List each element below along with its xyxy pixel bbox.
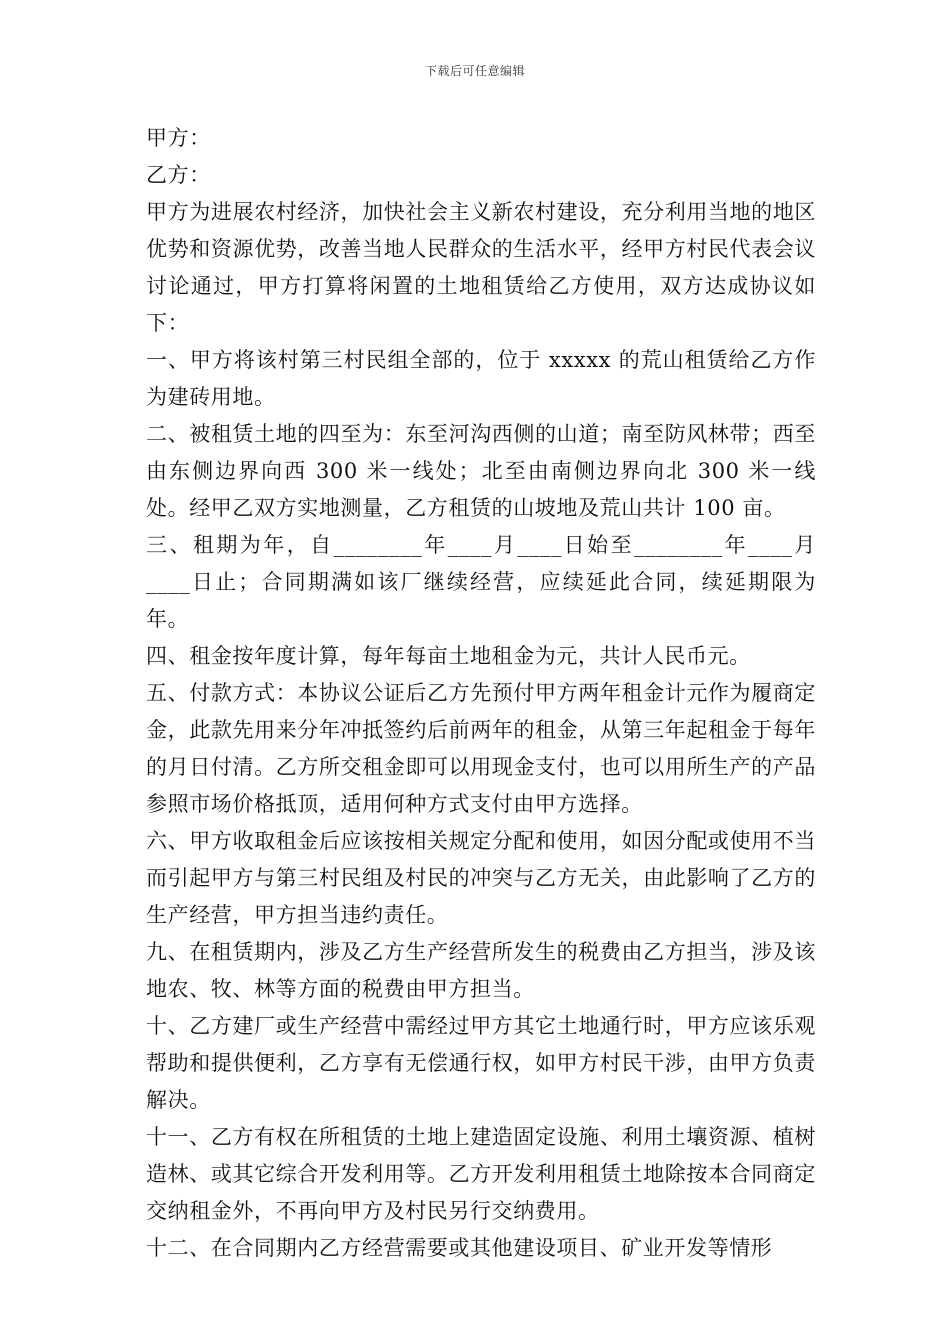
clause-3: 三、租期为年，自________年____月____日始至________年____月____日止；合同期满如该厂继续经营，应续延此合同，续延期限为年。 <box>146 533 816 631</box>
party-b-label: 乙方： <box>146 163 211 187</box>
clause-2: 二、被租赁土地的四至为：东至河沟西侧的山道；南至防风林带；西至由东侧边界向西 300 米一线处；北至由南侧边界向北 300 米一线处。经甲乙双方实地测量，乙方租赁的山坡地及荒山共计 100 亩。 <box>146 422 816 520</box>
preamble-paragraph: 甲方为进展农村经济，加快社会主义新农村建设，充分利用当地的地区优势和资源优势，改善当地人民群众的生活水平，经甲方村民代表会议讨论通过，甲方打算将闲置的土地租赁给乙方使用，双方达成协议如下： <box>146 200 816 335</box>
clause-9: 九、在租赁期内，涉及乙方生产经营所发生的税费由乙方担当，涉及该地农、牧、林等方面的税费由甲方担当。 <box>146 940 816 1001</box>
header-note: 下载后可任意编辑 <box>424 64 525 78</box>
clause-11: 十一、乙方有权在所租赁的土地上建造固定设施、利用土壤资源、植树造林、或其它综合开发利用等。乙方开发利用租赁土地除按本合同商定交纳租金外，不再向甲方及村民另行交纳费用。 <box>146 1125 816 1223</box>
clause-12: 十二、在合同期内乙方经营需要或其他建设项目、矿业开发等情形 <box>146 1236 773 1260</box>
clause-5: 五、付款方式：本协议公证后乙方先预付甲方两年租金计元作为履商定金，此款先用来分年冲抵签约后前两年的租金，从第三年起租金于每年的月日付清。乙方所交租金即可以用现金支付，也可以用所生产的产品参照市场价格抵顶，适用何种方式支付由甲方选择。 <box>146 681 816 816</box>
clause-10: 十、乙方建厂或生产经营中需经过甲方其它土地通行时，甲方应该乐观帮助和提供便利，乙方享有无偿通行权，如甲方村民干涉，由甲方负责解决。 <box>146 1014 816 1112</box>
clause-4: 四、租金按年度计算，每年每亩土地租金为元，共计人民币元。 <box>146 644 751 668</box>
party-a-label: 甲方： <box>146 126 211 150</box>
clause-6: 六、甲方收取租金后应该按相关规定分配和使用，如因分配或使用不当而引起甲方与第三村民组及村民的冲突与乙方无关，由此影响了乙方的生产经营，甲方担当违约责任。 <box>146 829 816 927</box>
clause-1: 一、甲方将该村第三村民组全部的，位于 xxxxx 的荒山租赁给乙方作为建砖用地。 <box>146 348 816 409</box>
document-body <box>146 120 816 1267</box>
